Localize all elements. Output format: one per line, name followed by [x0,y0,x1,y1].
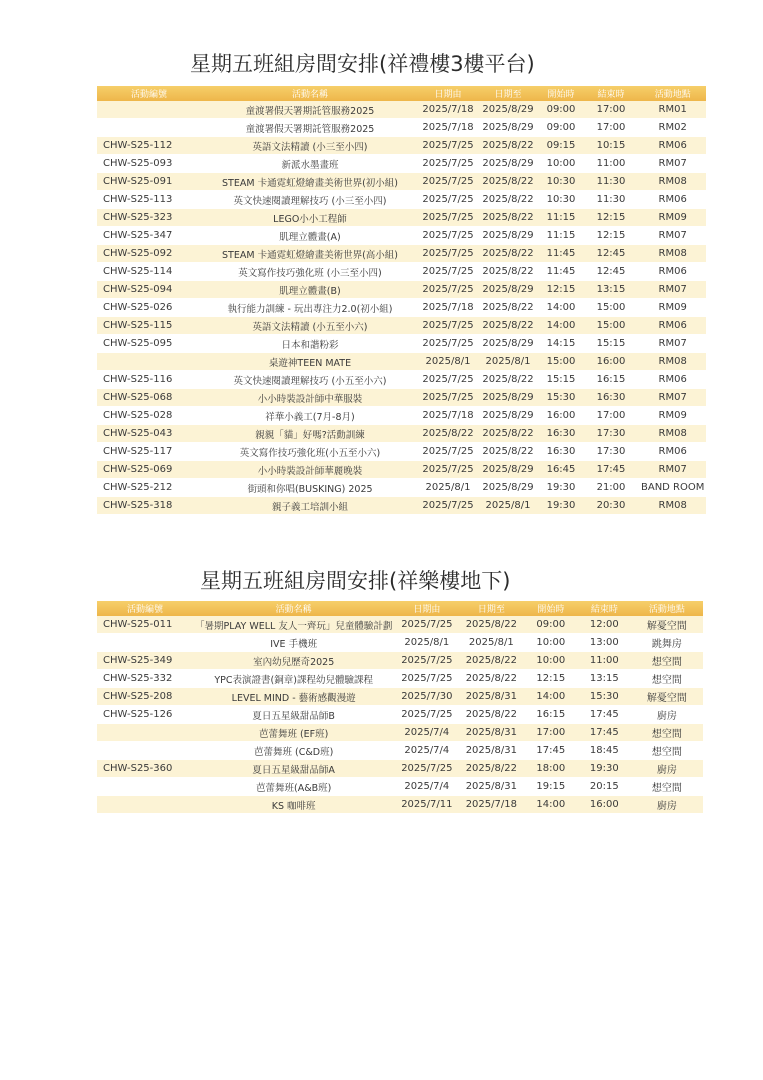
table-header-row [97,86,706,101]
cell-start-time: 10:00 [523,652,578,670]
cell-activity-code [97,634,193,652]
cell-activity-code: CHW-S25-026 [97,299,201,317]
cell-date-from: 2025/7/4 [394,778,459,796]
cell-date-to: 2025/8/29 [477,479,539,497]
cell-date-from: 2025/8/1 [419,353,477,371]
cell-activity-name: LEVEL MIND - 藝術感觀漫遊 [193,688,394,706]
cell-activity-name: 桌遊神TEEN MATE [201,353,419,371]
cell-date-from: 2025/7/25 [419,245,477,263]
cell-end-time: 16:00 [578,796,630,814]
cell-venue: RM08 [639,173,706,191]
cell-activity-name: STEAM 卡通霓虹燈繪畫美術世界(初小組) [201,173,419,191]
cell-activity-code: CHW-S25-011 [97,616,193,634]
cell-date-from: 2025/7/25 [419,443,477,461]
cell-date-to: 2025/8/22 [477,191,539,209]
cell-activity-name: 「暑期PLAY WELL 友人一齊玩」兒童體驗計劃 [193,616,394,634]
cell-date-to: 2025/8/22 [477,245,539,263]
cell-venue: 想空間 [630,652,703,670]
header-date-from: 日期由 [419,86,477,101]
cell-date-from: 2025/7/25 [419,335,477,353]
header-venue: 活動地點 [639,86,706,101]
cell-start-time: 12:15 [539,281,583,299]
cell-activity-code: CHW-S25-347 [97,227,201,245]
cell-end-time: 17:45 [578,706,630,724]
cell-date-from: 2025/7/25 [419,173,477,191]
cell-start-time: 15:30 [539,389,583,407]
cell-activity-name: 芭蕾舞班 (C&D班) [193,742,394,760]
cell-venue: RM07 [639,155,706,173]
cell-venue: 解憂空間 [630,688,703,706]
cell-end-time: 11:00 [583,155,639,173]
cell-start-time: 16:00 [539,407,583,425]
cell-end-time: 13:15 [583,281,639,299]
cell-start-time: 16:45 [539,461,583,479]
table-row [97,299,706,317]
schedule-table-1 [97,86,706,515]
cell-activity-name: IVE 手機班 [193,634,394,652]
cell-activity-name: 英文快速閱讀理解技巧 (小五至小六) [201,371,419,389]
cell-activity-name: 新派水墨畫班 [201,155,419,173]
header-activity-name: 活動名稱 [193,601,394,616]
header-activity-code: 活動編號 [97,601,193,616]
cell-date-from: 2025/7/25 [394,706,459,724]
table-row [97,670,703,688]
cell-venue: 想空間 [630,778,703,796]
table-row [97,227,706,245]
cell-end-time: 13:00 [578,634,630,652]
cell-date-to: 2025/8/29 [477,155,539,173]
cell-end-time: 12:15 [583,209,639,227]
table-row [97,497,706,515]
cell-start-time: 10:30 [539,173,583,191]
cell-end-time: 21:00 [583,479,639,497]
cell-activity-code [97,119,201,137]
cell-activity-name: 小小時裝設計師華麗晚裝 [201,461,419,479]
cell-date-from: 2025/7/18 [419,299,477,317]
cell-end-time: 15:30 [578,688,630,706]
table-row [97,335,706,353]
cell-date-to: 2025/8/1 [477,497,539,515]
cell-activity-name: YPC表演證書(銅章)課程幼兒體驗課程 [193,670,394,688]
table-row [97,101,706,119]
cell-activity-name: 夏日五星級甜品師A [193,760,394,778]
cell-activity-name: 英文寫作技巧強化班 (小三至小四) [201,263,419,281]
cell-date-from: 2025/7/25 [419,227,477,245]
cell-date-from: 2025/7/25 [394,652,459,670]
cell-date-from: 2025/7/25 [394,616,459,634]
cell-activity-name: 肌理立體畫(A) [201,227,419,245]
cell-activity-name: LEGO小小工程師 [201,209,419,227]
cell-activity-name: 英語文法精讀 (小五至小六) [201,317,419,335]
cell-venue: RM07 [639,281,706,299]
cell-activity-code [97,796,193,814]
section1-title: 星期五班組房間安排(祥禮樓3樓平台) [190,52,535,76]
cell-end-time: 20:15 [578,778,630,796]
cell-start-time: 19:30 [539,497,583,515]
cell-date-to: 2025/8/22 [459,616,523,634]
cell-date-to: 2025/8/22 [477,425,539,443]
cell-start-time: 14:00 [539,317,583,335]
cell-activity-code [97,101,201,119]
cell-date-to: 2025/8/29 [477,335,539,353]
cell-date-from: 2025/7/4 [394,724,459,742]
header-date-from: 日期由 [394,601,459,616]
cell-date-from: 2025/7/25 [419,191,477,209]
cell-date-from: 2025/7/25 [419,317,477,335]
table-row [97,245,706,263]
header-venue: 活動地點 [630,601,703,616]
table-row [97,137,706,155]
cell-date-to: 2025/8/29 [477,407,539,425]
cell-end-time: 12:00 [578,616,630,634]
cell-date-to: 2025/8/22 [477,299,539,317]
cell-start-time: 10:00 [539,155,583,173]
table-row [97,479,706,497]
cell-venue: BAND ROOM [639,479,706,497]
cell-start-time: 09:00 [523,616,578,634]
cell-date-from: 2025/7/25 [419,497,477,515]
cell-date-from: 2025/7/25 [419,155,477,173]
cell-date-from: 2025/8/1 [419,479,477,497]
table-row [97,796,703,814]
cell-start-time: 19:15 [523,778,578,796]
cell-date-from: 2025/7/18 [419,101,477,119]
header-start-time: 開始時 [523,601,578,616]
cell-date-from: 2025/7/25 [419,209,477,227]
cell-venue: 想空間 [630,742,703,760]
cell-date-to: 2025/8/22 [477,263,539,281]
cell-activity-name: 肌理立體畫(B) [201,281,419,299]
cell-start-time: 10:30 [539,191,583,209]
cell-start-time: 14:15 [539,335,583,353]
cell-date-to: 2025/8/22 [477,137,539,155]
table-row [97,119,706,137]
cell-activity-code [97,724,193,742]
cell-venue: 解憂空間 [630,616,703,634]
cell-date-to: 2025/8/22 [477,173,539,191]
cell-end-time: 11:30 [583,173,639,191]
cell-venue: RM07 [639,335,706,353]
cell-date-to: 2025/8/29 [477,101,539,119]
cell-start-time: 09:00 [539,101,583,119]
cell-end-time: 17:30 [583,425,639,443]
cell-activity-name: KS 咖啡班 [193,796,394,814]
table-row [97,371,706,389]
cell-start-time: 16:30 [539,443,583,461]
cell-end-time: 16:00 [583,353,639,371]
table-row [97,191,706,209]
cell-venue: RM02 [639,119,706,137]
cell-end-time: 15:00 [583,299,639,317]
cell-end-time: 15:00 [583,317,639,335]
cell-start-time: 16:15 [523,706,578,724]
cell-start-time: 14:00 [523,796,578,814]
cell-start-time: 11:15 [539,209,583,227]
cell-date-to: 2025/7/18 [459,796,523,814]
cell-activity-name: 街頭和你唱(BUSKING) 2025 [201,479,419,497]
cell-end-time: 16:15 [583,371,639,389]
table-row [97,652,703,670]
table-row [97,760,703,778]
cell-venue: RM09 [639,209,706,227]
cell-activity-code: CHW-S25-360 [97,760,193,778]
cell-date-to: 2025/8/22 [459,706,523,724]
cell-date-from: 2025/7/25 [419,371,477,389]
cell-start-time: 16:30 [539,425,583,443]
cell-activity-code: CHW-S25-318 [97,497,201,515]
cell-date-from: 2025/7/30 [394,688,459,706]
cell-date-to: 2025/8/22 [477,443,539,461]
cell-end-time: 16:30 [583,389,639,407]
cell-venue: 想空間 [630,724,703,742]
cell-end-time: 10:15 [583,137,639,155]
cell-date-to: 2025/8/1 [477,353,539,371]
header-end-time: 結束時 [578,601,630,616]
cell-activity-name: 英文寫作技巧強化班(小五至小六) [201,443,419,461]
cell-activity-code: CHW-S25-323 [97,209,201,227]
cell-activity-name: 夏日五星級甜品師B [193,706,394,724]
table-row [97,778,703,796]
cell-activity-code: CHW-S25-043 [97,425,201,443]
cell-activity-code: CHW-S25-115 [97,317,201,335]
table-row [97,724,703,742]
cell-date-to: 2025/8/22 [477,209,539,227]
cell-activity-code: CHW-S25-116 [97,371,201,389]
table-row [97,263,706,281]
cell-date-from: 2025/8/1 [394,634,459,652]
cell-activity-code: CHW-S25-069 [97,461,201,479]
cell-activity-name: 日本和諧粉彩 [201,335,419,353]
cell-date-to: 2025/8/31 [459,724,523,742]
cell-venue: RM06 [639,317,706,335]
cell-date-to: 2025/8/29 [477,119,539,137]
cell-start-time: 15:00 [539,353,583,371]
cell-venue: RM07 [639,461,706,479]
cell-activity-name: STEAM 卡通霓虹燈繪畫美術世界(高小組) [201,245,419,263]
table-row [97,173,706,191]
cell-end-time: 12:15 [583,227,639,245]
cell-venue: RM07 [639,227,706,245]
cell-venue: RM08 [639,425,706,443]
table-row [97,688,703,706]
cell-date-to: 2025/8/22 [459,760,523,778]
cell-end-time: 17:00 [583,119,639,137]
cell-venue: 跳舞房 [630,634,703,652]
cell-start-time: 12:15 [523,670,578,688]
cell-start-time: 17:00 [523,724,578,742]
cell-activity-code: CHW-S25-212 [97,479,201,497]
cell-venue: RM06 [639,137,706,155]
table-row [97,407,706,425]
cell-activity-name: 童渡署假天署期託管服務2025 [201,101,419,119]
cell-venue: RM08 [639,353,706,371]
cell-end-time: 17:45 [583,461,639,479]
cell-start-time: 15:15 [539,371,583,389]
cell-end-time: 17:00 [583,101,639,119]
section2-title: 星期五班組房間安排(祥樂樓地下) [200,569,511,593]
cell-activity-code: CHW-S25-068 [97,389,201,407]
cell-start-time: 14:00 [539,299,583,317]
cell-start-time: 19:30 [539,479,583,497]
cell-date-from: 2025/7/25 [419,389,477,407]
cell-start-time: 11:45 [539,263,583,281]
header-end-time: 結束時 [583,86,639,101]
cell-activity-code: CHW-S25-094 [97,281,201,299]
cell-date-from: 2025/7/25 [419,461,477,479]
table-row [97,317,706,335]
cell-end-time: 12:45 [583,263,639,281]
cell-venue: 廚房 [630,796,703,814]
cell-date-to: 2025/8/29 [477,281,539,299]
cell-venue: RM06 [639,191,706,209]
table-row [97,742,703,760]
cell-activity-code: CHW-S25-093 [97,155,201,173]
cell-date-from: 2025/7/18 [419,119,477,137]
cell-start-time: 14:00 [523,688,578,706]
cell-activity-name: 祥華小義工(7月-8月) [201,407,419,425]
header-date-to: 日期至 [459,601,523,616]
cell-date-from: 2025/8/22 [419,425,477,443]
cell-activity-name: 芭蕾舞班 (EF班) [193,724,394,742]
cell-activity-name: 英文快速閱讀理解技巧 (小三至小四) [201,191,419,209]
cell-start-time: 09:15 [539,137,583,155]
table-row [97,155,706,173]
cell-activity-code: CHW-S25-332 [97,670,193,688]
cell-venue: RM09 [639,407,706,425]
cell-date-to: 2025/8/22 [477,317,539,335]
cell-date-to: 2025/8/1 [459,634,523,652]
cell-activity-code: CHW-S25-028 [97,407,201,425]
header-activity-name: 活動名稱 [201,86,419,101]
header-start-time: 開始時 [539,86,583,101]
cell-venue: RM06 [639,371,706,389]
cell-venue: 廚房 [630,706,703,724]
cell-activity-code [97,353,201,371]
cell-end-time: 17:45 [578,724,630,742]
cell-date-to: 2025/8/22 [477,371,539,389]
cell-end-time: 17:30 [583,443,639,461]
cell-venue: 想空間 [630,670,703,688]
table-row [97,443,706,461]
cell-venue: RM07 [639,389,706,407]
cell-date-from: 2025/7/25 [419,137,477,155]
cell-date-from: 2025/7/18 [419,407,477,425]
cell-activity-name: 英語文法精讀 (小三至小四) [201,137,419,155]
cell-activity-name: 執行能力訓練 - 玩出專注力2.0(初小組) [201,299,419,317]
cell-activity-code: CHW-S25-117 [97,443,201,461]
cell-start-time: 09:00 [539,119,583,137]
cell-venue: RM06 [639,263,706,281]
cell-activity-name: 童渡署假天署期託管服務2025 [201,119,419,137]
cell-start-time: 11:45 [539,245,583,263]
cell-end-time: 13:15 [578,670,630,688]
cell-venue: 廚房 [630,760,703,778]
schedule-table-2 [97,601,703,814]
cell-date-from: 2025/7/4 [394,742,459,760]
cell-end-time: 17:00 [583,407,639,425]
cell-activity-code: CHW-S25-091 [97,173,201,191]
cell-start-time: 11:15 [539,227,583,245]
cell-activity-name: 小小時裝設計師中華服裝 [201,389,419,407]
cell-activity-code: CHW-S25-092 [97,245,201,263]
cell-venue: RM08 [639,497,706,515]
table-row [97,209,706,227]
cell-date-to: 2025/8/31 [459,742,523,760]
cell-activity-code: CHW-S25-113 [97,191,201,209]
table-row [97,389,706,407]
table-row [97,616,703,634]
cell-start-time: 17:45 [523,742,578,760]
cell-date-to: 2025/8/31 [459,778,523,796]
cell-end-time: 19:30 [578,760,630,778]
cell-activity-name: 芭蕾舞班(A&B班) [193,778,394,796]
cell-date-from: 2025/7/25 [419,263,477,281]
cell-venue: RM01 [639,101,706,119]
cell-activity-code: CHW-S25-349 [97,652,193,670]
cell-activity-code: CHW-S25-126 [97,706,193,724]
table-row [97,461,706,479]
cell-date-from: 2025/7/25 [419,281,477,299]
cell-end-time: 12:45 [583,245,639,263]
cell-date-from: 2025/7/11 [394,796,459,814]
cell-date-to: 2025/8/29 [477,461,539,479]
table-row [97,353,706,371]
cell-date-from: 2025/7/25 [394,670,459,688]
table-row [97,706,703,724]
cell-venue: RM08 [639,245,706,263]
cell-activity-code [97,742,193,760]
cell-start-time: 18:00 [523,760,578,778]
cell-activity-code: CHW-S25-208 [97,688,193,706]
cell-activity-name: 親親「貓」好嗎?活動訓練 [201,425,419,443]
cell-end-time: 11:00 [578,652,630,670]
cell-venue: RM09 [639,299,706,317]
table-row [97,634,703,652]
cell-date-to: 2025/8/29 [477,389,539,407]
cell-end-time: 15:15 [583,335,639,353]
header-date-to: 日期至 [477,86,539,101]
cell-activity-name: 親子義工培訓小組 [201,497,419,515]
cell-date-from: 2025/7/25 [394,760,459,778]
cell-activity-code: CHW-S25-095 [97,335,201,353]
cell-activity-name: 室內幼兒歷奇2025 [193,652,394,670]
cell-date-to: 2025/8/22 [459,652,523,670]
table-header-row [97,601,703,616]
table-row [97,281,706,299]
cell-venue: RM06 [639,443,706,461]
cell-start-time: 10:00 [523,634,578,652]
cell-activity-code: CHW-S25-112 [97,137,201,155]
header-activity-code: 活動編號 [97,86,201,101]
table-row [97,425,706,443]
cell-end-time: 11:30 [583,191,639,209]
cell-date-to: 2025/8/22 [459,670,523,688]
cell-activity-code [97,778,193,796]
cell-end-time: 20:30 [583,497,639,515]
cell-date-to: 2025/8/31 [459,688,523,706]
cell-end-time: 18:45 [578,742,630,760]
cell-activity-code: CHW-S25-114 [97,263,201,281]
cell-date-to: 2025/8/29 [477,227,539,245]
